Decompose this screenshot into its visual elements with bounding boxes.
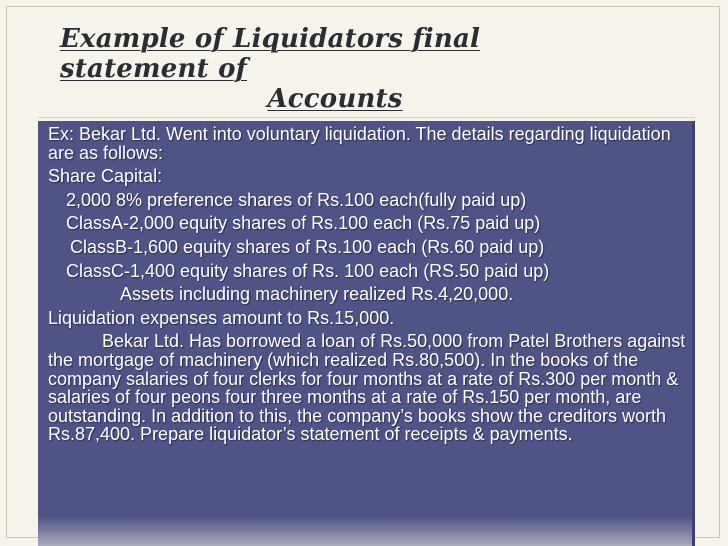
title-divider bbox=[38, 117, 695, 118]
liquidation-expenses: Liquidation expenses amount to Rs.15,000. bbox=[48, 307, 395, 328]
content-panel bbox=[38, 121, 692, 546]
loan-paragraph-text: Bekar Ltd. Has borrowed a loan of Rs.50,000 from Patel Brothers against the mortgage of machinery (which realized Rs.80,500). In the books of the company salaries of four clerks for four months at a rate of Rs.300 per month & salaries of four peons four three months at a rate of Rs.150 per month, are outstanding. In addition to this, the company’s books show the creditors worth Rs.87,400. Prepare liquidator’s statement of receipts & payments. bbox=[48, 331, 686, 445]
slide-title-line-2: Accounts bbox=[267, 84, 403, 114]
slide-title bbox=[60, 24, 580, 114]
intro-text: Ex: Bekar Ltd. Went into voluntary liquidation. The details regarding liquidation are as follows: bbox=[48, 124, 671, 163]
loan-paragraph bbox=[48, 332, 688, 444]
content-text bbox=[48, 125, 688, 444]
share-item-class-a: ClassA-2,000 equity shares of Rs.100 each (Rs.75 paid up) bbox=[66, 213, 541, 234]
share-item-preference: 2,000 8% preference shares of Rs.100 each(fully paid up) bbox=[66, 189, 527, 210]
bottom-fade bbox=[38, 516, 692, 546]
assets-realized: Assets including machinery realized Rs.4,20,000. bbox=[120, 284, 514, 305]
share-item-class-c: ClassC-1,400 equity shares of Rs. 100 each (RS.50 paid up) bbox=[66, 260, 550, 281]
share-capital-heading: Share Capital: bbox=[48, 166, 163, 187]
slide-title-line-1: Example of Liquidators final statement of bbox=[60, 24, 481, 84]
share-item-class-b: ClassB-1,600 equity shares of Rs.100 each (Rs.60 paid up) bbox=[70, 236, 545, 257]
